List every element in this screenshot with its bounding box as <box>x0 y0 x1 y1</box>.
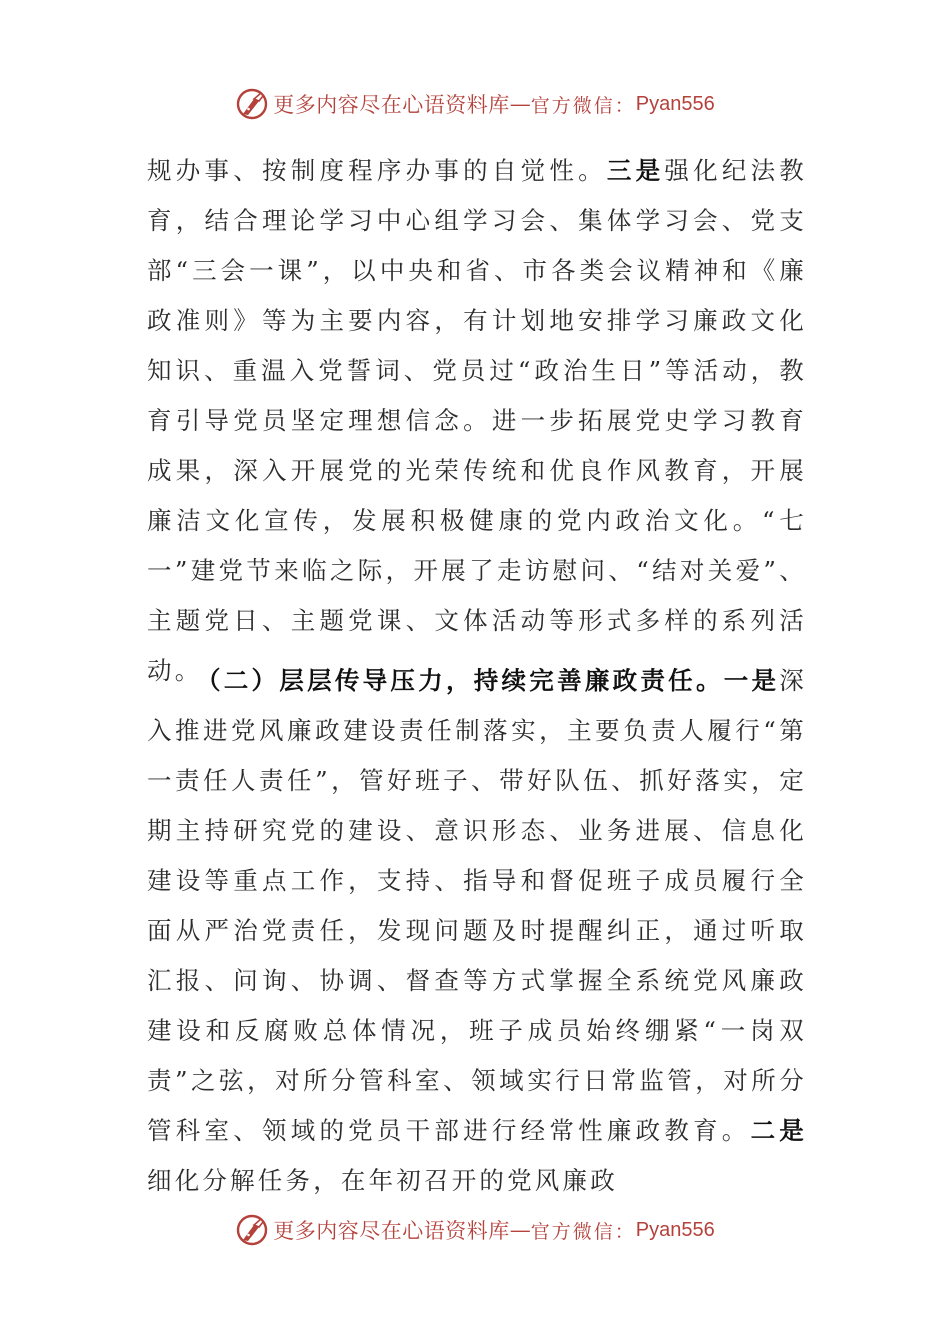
pen-nib-logo-icon <box>235 87 269 121</box>
footer-watermark-banner <box>0 1208 950 1252</box>
wechat-id: Pyan556 <box>635 1218 715 1241</box>
site-name: 更多内容尽在心语资料库 <box>273 93 510 117</box>
wechat-label: 官方微信： <box>530 1220 636 1243</box>
wechat-label: 官方微信： <box>530 94 636 117</box>
separator-dash: — <box>509 92 531 116</box>
wechat-id: Pyan556 <box>635 92 715 115</box>
paragraph-2-bold-marker-1: 一是 <box>723 666 780 695</box>
document-body <box>147 146 807 1206</box>
separator-dash: — <box>509 1218 531 1242</box>
section-heading: （二）层层传导压力，持续完善廉政责任。 <box>196 666 724 695</box>
paragraph-1-bold-marker: 三是 <box>606 156 665 185</box>
paragraph-2-bold-marker-2: 二是 <box>750 1116 808 1145</box>
site-name: 更多内容尽在心语资料库 <box>273 1219 510 1243</box>
pen-nib-logo-icon <box>235 1213 269 1247</box>
header-watermark-banner <box>0 82 950 126</box>
paragraph-2-text-a: 深入推进党风廉政建设责任制落实，主要负责人履行“第一责任人责任”，管好班子、带好队伍、抓好落实，定期主持研究党的建设、意识形态、业务进展、信息化建设等重点工作，支持、指导和督促班子成员履行全面从严治党责任，发现问题及时提醒纠正，通过听取汇报、问询、协调、督查等方式掌握全系统党风廉政建设和反腐败总体情况，班子成员始终绷紧“一岗双责”之弦，对所分管科室、领域实行日常监管，对所分管科室、领域的党员干部进行经常性廉政教育。 <box>147 666 807 1145</box>
paragraph-1-text-a: 规办事、按制度程序办事的自觉性。 <box>147 156 607 185</box>
paragraph-2 <box>147 656 807 1206</box>
paragraph-1-text-b: 强化纪法教育，结合理论学习中心组学习会、集体学习会、党支部“三会一课”，以中央和省、市各类会议精神和《廉政准则》等为主要内容，有计划地安排学习廉政文化知识、重温入党誓词、党员过“政治生日”等活动，教育引导党员坚定理想信念。进一步拓展党史学习教育成果，深入开展党的光荣传统和优良作风教育，开展廉洁文化宣传，发展积极健康的党内政治文化。“七一”建党节来临之际，开展了走访慰问、“结对关爱”、主题党日、主题党课、文体活动等形式多样的系列活动。 <box>147 156 808 685</box>
paragraph-2-text-b: 细化分解任务，在年初召开的党风廉政 <box>147 1166 618 1195</box>
